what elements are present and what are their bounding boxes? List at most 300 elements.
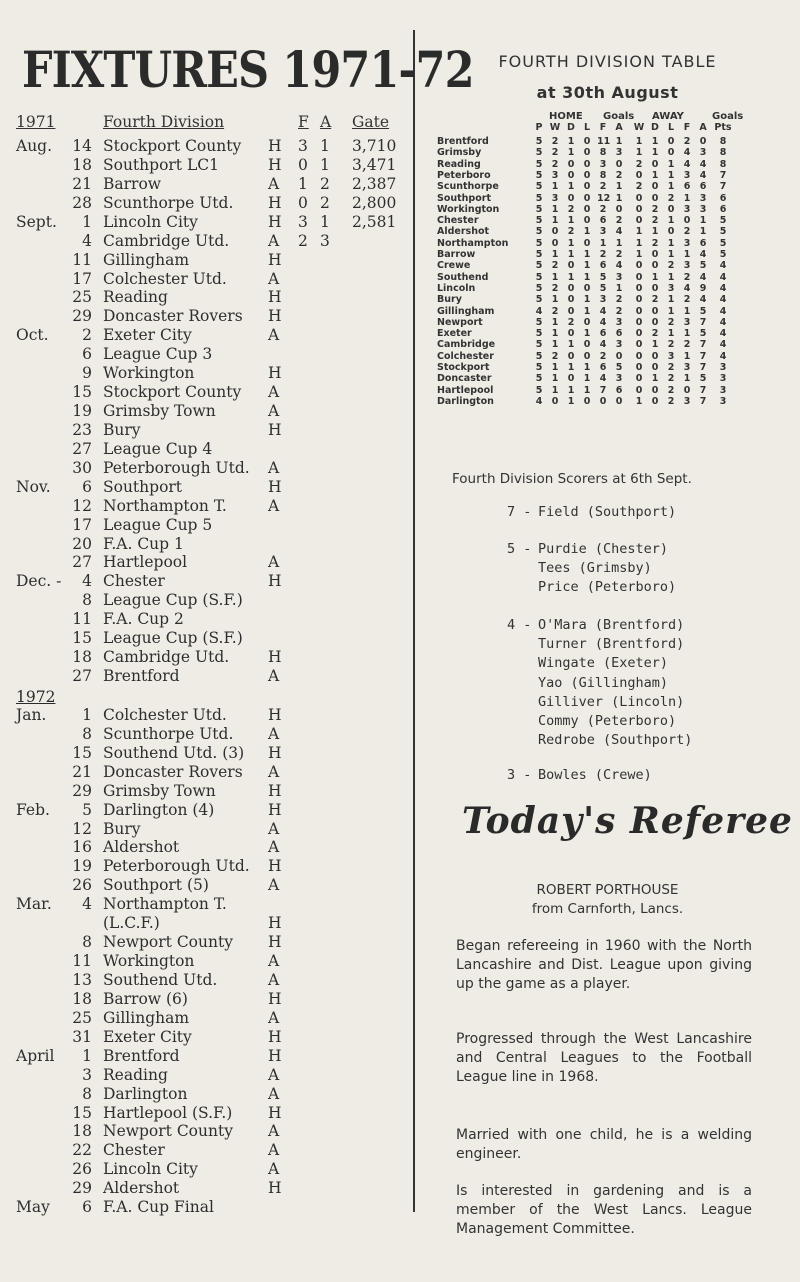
table-cell: 0 [583,181,591,193]
fixture-ha: A [268,838,280,857]
table-cell: 8 [599,169,607,181]
fixture-gate: 3,471 [352,155,397,174]
table-cell: 1 [567,249,575,260]
table-cell: 3 [615,147,623,159]
fixture-a: 3 [320,231,330,250]
table-cell: 5 [719,237,727,249]
fixture-month: Oct. [16,326,49,345]
table-cell: 1 [667,181,675,193]
fixture-opp: Newport County [103,933,233,952]
fixture-day: 18 [72,989,92,1008]
table-cell: 2 [667,339,675,351]
team-name: Workington [437,203,500,215]
table-cell: 0 [635,384,643,396]
table-cell: 2 [615,305,623,317]
table-cell: 1 [699,226,707,238]
referee-paragraph: Progressed through the West Lancashire and Central Leagues to the Football League line in 1968. [456,1031,752,1085]
team-name: Doncaster [437,373,492,385]
fixture-ha: A [268,762,280,781]
table-cell: 0 [635,215,643,227]
fixture-f: 3 [298,212,308,231]
table-cell: 1 [583,226,591,238]
table-cell: 8 [599,147,607,159]
table-cell: 1 [667,328,675,340]
fixture-opp: F.A. Cup 2 [103,610,184,629]
fixture-month: Feb. [16,800,50,819]
fixture-ha: A [268,1122,280,1141]
fixture-ha: H [268,420,282,439]
gate-header: Gate [352,113,390,131]
table-cell: 5 [535,282,543,294]
fixture-opp: Barrow [103,174,162,193]
table-cell: 4 [719,305,727,317]
table-cell: 6 [599,328,607,340]
fixture-ha: A [268,326,280,345]
fixture-opp: Chester [103,572,165,591]
table-cell: 7 [699,362,707,373]
fixture-ha: H [268,933,282,952]
table-cell: 1 [551,181,559,193]
fixture-ha: H [268,743,282,762]
fixture-day: 22 [72,1141,92,1160]
fixture-opp: Workington [103,364,195,383]
table-cell: 4 [683,147,691,159]
fixture-opp: Doncaster Rovers [103,762,243,781]
table-cell: 5 [699,328,707,340]
fixture-opp: Brentford [103,1046,180,1065]
table-cell: 2 [615,294,623,306]
fixture-day: 8 [82,1084,92,1103]
referee-paragraph: Began refereeing in 1960 with the North Lancashire and Dist. League upon giving up the game as a player. [456,938,752,992]
fixture-day: 18 [72,155,92,174]
table-cell: 4 [599,316,607,328]
fixture-opp: Newport County [103,1122,233,1141]
scorer-name: Price (Peterboro) [538,579,677,596]
fixture-month: Jan. [16,705,47,724]
fixture-ha: A [268,952,280,971]
table-cell: 0 [567,328,575,340]
table-cell: 1 [667,215,675,227]
table-cell: 7 [719,169,727,181]
scorer-name: Bowles (Crewe) [538,767,652,783]
fixture-month: Mar. [16,895,52,914]
fixture-ha: H [268,1046,282,1065]
table-cell: 0 [551,395,559,407]
table-col-header: D [651,122,659,133]
table-cell: 3 [699,147,707,159]
fixture-day: 29 [72,1179,92,1198]
table-cell: 6 [719,203,727,215]
table-cell: 2 [683,294,691,306]
team-name: Darlington [437,395,494,407]
team-name: Lincoln [437,282,476,294]
fixture-day: 16 [72,838,92,857]
table-cell: 7 [599,384,607,396]
fixture-a: 1 [320,137,330,155]
home-group-header: HOME [549,111,583,122]
table-cell: 0 [635,169,643,181]
table-cell: 3 [719,395,727,407]
referee-heading: Today's Referee [462,800,793,842]
table-cell: 1 [567,215,575,227]
table-cell: 0 [651,282,659,294]
fixture-day: 6 [82,345,92,364]
table-col-header: A [615,122,623,133]
table-cell: 3 [683,203,691,215]
fixture-opp: League Cup (S.F.) [103,629,243,648]
fixture-ha: A [268,1065,280,1084]
table-cell: 5 [535,203,543,215]
fixture-month: Nov. [16,477,51,496]
team-name: Aldershot [437,226,490,238]
fixture-a: 1 [320,212,330,231]
table-cell: 5 [719,249,727,260]
table-cell: 0 [583,282,591,294]
table-cell: 0 [651,192,659,204]
table-cell: 5 [535,192,543,204]
table-col-header: F [683,122,691,133]
fixture-day: 18 [72,648,92,667]
table-cell: 4 [683,282,691,294]
scorer-name: Turner (Brentford) [538,636,685,653]
table-cell: 1 [551,271,559,283]
table-cell: 5 [535,294,543,306]
table-cell: 0 [683,384,691,396]
table-cell: 0 [667,136,675,147]
table-cell: 6 [599,215,607,227]
away-group-header: AWAY [652,111,684,122]
table-cell: 1 [651,147,659,159]
fixture-ha: H [268,193,282,212]
table-cell: 0 [635,339,643,351]
table-cell: 7 [699,384,707,396]
table-cell: 1 [567,147,575,159]
table-cell: 5 [615,362,623,373]
table-cell: 3 [615,316,623,328]
fixture-f: 2 [298,231,308,250]
table-cell: 3 [699,192,707,204]
table-cell: 3 [551,169,559,181]
table-cell: 6 [699,237,707,249]
table-cell: 4 [719,294,727,306]
table-cell: 3 [699,203,707,215]
fixture-day: 15 [72,743,92,762]
table-cell: 3 [615,373,623,385]
fixture-opp: Darlington [103,1084,188,1103]
table-cell: 3 [599,158,607,170]
fixture-ha: A [268,1008,280,1027]
table-cell: 2 [651,237,659,249]
table-cell: 1 [651,339,659,351]
table-cell: 3 [599,294,607,306]
team-name: Peterboro [437,169,491,181]
table-cell: 0 [615,350,623,362]
fixture-day: 2 [82,326,92,345]
fixture-month: Aug. [16,137,53,155]
fixture-ha: H [268,857,282,876]
fixture-day: 14 [72,137,92,155]
fixture-day: 27 [72,439,92,458]
table-col-header: F [599,122,607,133]
table-cell: 1 [667,294,675,306]
fixture-opp: Chester [103,1141,165,1160]
fixture-ha: A [268,970,280,989]
table-cell: 2 [683,271,691,283]
table-cell: 2 [551,158,559,170]
fixture-day: 25 [72,1008,92,1027]
fixture-ha: A [268,496,280,515]
fixture-day: 8 [82,724,92,743]
fixture-opp: Northampton T. [103,496,227,515]
table-cell: 5 [535,215,543,227]
table-cell: 0 [567,350,575,362]
fixture-opp: F.A. Cup Final [103,1198,214,1217]
table-cell: 2 [551,136,559,147]
fixture-opp: F.A. Cup 1 [103,534,184,553]
table-cell: 1 [683,192,691,204]
fixture-ha: A [268,383,280,402]
fixture-a: 1 [320,155,330,174]
fixture-ha: H [268,212,282,231]
fixture-ha: H [268,155,282,174]
table-cell: 4 [699,271,707,283]
scorers-title: Fourth Division Scorers at 6th Sept. [452,471,692,487]
table-cell: 1 [667,305,675,317]
table-cell: 8 [719,147,727,159]
home-goals-group-header: Goals [603,111,635,122]
fixture-ha: H [268,1103,282,1122]
table-cell: 1 [551,316,559,328]
table-cell: 2 [667,192,675,204]
referee-paragraph: Is interested in gardening and is a member of the West Lancs. League Management Committee. [456,1183,752,1237]
fixture-opp: Southend Utd. [103,970,218,989]
fixture-ha: A [268,458,280,477]
scorer-name: Field (Southport) [538,504,677,520]
table-cell: 5 [719,215,727,227]
table-cell: 0 [651,384,659,396]
table-cell: 1 [667,169,675,181]
scorer-goals: 7 - [507,504,532,520]
fixture-ha: A [268,1084,280,1103]
fixture-opp: Grimsby Town [103,402,216,421]
table-cell: 1 [651,373,659,385]
fixture-ha: A [268,876,280,895]
table-cell: 1 [651,136,659,147]
table-cell: 4 [699,169,707,181]
fixture-day: 30 [72,458,92,477]
table-cell: 5 [535,136,543,147]
table-cell: 1 [683,305,691,317]
table-cell: 4 [719,260,727,272]
table-cell: 1 [599,237,607,249]
against-header: A [320,113,332,131]
scorer-name: O'Mara (Brentford) [538,617,685,633]
fixture-gate: 3,710 [352,137,397,155]
table-cell: 1 [567,395,575,407]
table-cell: 3 [683,395,691,407]
team-name: Scunthorpe [437,181,499,193]
team-name: Grimsby [437,147,482,159]
table-cell: 0 [615,158,623,170]
fixture-day: 27 [72,553,92,572]
table-cell: 4 [719,328,727,340]
table-cell: 0 [583,237,591,249]
table-col-header: P [535,122,543,133]
table-cell: 0 [567,158,575,170]
table-cell: 8 [719,158,727,170]
fixture-month: May [16,1198,50,1217]
fixture-ha: A [268,724,280,743]
for-header: F [298,113,309,131]
table-cell: 0 [651,158,659,170]
table-cell: 0 [583,395,591,407]
fixture-ha: A [268,553,280,572]
table-cell: 2 [567,203,575,215]
table-cell: 1 [635,395,643,407]
fixture-opp: Bury [103,819,141,838]
table-col-header: A [699,122,707,133]
scorer-name: Yao (Gillingham) [538,674,669,691]
table-cell: 0 [651,305,659,317]
table-cell: 6 [683,181,691,193]
table-cell: 6 [599,260,607,272]
fixture-ha: H [268,914,282,933]
fixture-day: 23 [72,420,92,439]
fixture-ha: H [268,1179,282,1198]
table-cell: 0 [667,203,675,215]
table-cell: 0 [635,305,643,317]
fixture-day: 19 [72,402,92,421]
table-cell: 1 [583,362,591,373]
team-name: Cambridge [437,339,496,351]
table-cell: 4 [699,294,707,306]
table-cell: 1 [583,384,591,396]
table-cell: 2 [651,294,659,306]
table-title: FOURTH DIVISION TABLE [498,52,717,71]
team-name: Bury [437,294,462,306]
table-cell: 3 [683,169,691,181]
table-cell: 2 [635,181,643,193]
fixture-opp: League Cup 4 [103,439,213,458]
scorer-name: Gilliver (Lincoln) [538,693,685,710]
table-cell: 1 [615,282,623,294]
fixture-day: 20 [72,534,92,553]
table-cell: 1 [615,181,623,193]
fixture-opp: Peterborough Utd. [103,857,250,876]
table-cell: 1 [683,249,691,260]
fixture-ha: H [268,250,282,269]
fixture-ha: H [268,477,282,496]
table-cell: 5 [599,271,607,283]
table-cell: 5 [535,350,543,362]
table-cell: 0 [567,169,575,181]
fixture-gate: 2,800 [352,193,397,212]
table-cell: 3 [719,362,727,373]
table-cell: 3 [683,237,691,249]
table-cell: 5 [535,260,543,272]
table-cell: 0 [699,136,707,147]
referee-paragraph: Married with one child, he is a welding engineer. [456,1127,752,1162]
fixture-ha: H [268,1027,282,1046]
table-cell: 0 [551,226,559,238]
table-cell: 1 [567,339,575,351]
table-cell: 0 [567,260,575,272]
table-col-header: Pts [714,122,732,133]
fixture-opp: Exeter City [103,1027,192,1046]
fixture-ha: H [268,781,282,800]
table-cell: 4 [719,350,727,362]
table-cell: 4 [719,339,727,351]
fixture-day: 6 [82,477,92,496]
table-cell: 0 [567,192,575,204]
fixture-day: 26 [72,1160,92,1179]
fixture-f: 3 [298,137,308,155]
table-cell: 5 [535,339,543,351]
fixture-opp: Southport [103,477,183,496]
table-cell: 0 [583,169,591,181]
table-cell: 1 [567,362,575,373]
fixture-day: 4 [82,572,92,591]
table-cell: 0 [635,192,643,204]
table-cell: 1 [551,294,559,306]
team-name: Exeter [437,328,472,340]
fixture-opp: Bury [103,420,141,439]
table-col-header: L [583,122,591,133]
table-cell: 1 [567,181,575,193]
scorer-goals: 3 - [507,767,532,783]
table-cell: 1 [667,237,675,249]
table-cell: 3 [683,362,691,373]
table-cell: 1 [635,136,643,147]
fixture-day: 6 [82,1198,92,1217]
fixture-opp: Southport LC1 [103,155,219,174]
fixture-opp: Reading [103,288,168,307]
fixture-ha: A [268,402,280,421]
table-cell: 2 [551,350,559,362]
table-cell: 0 [635,373,643,385]
fixture-opp: Scunthorpe Utd. [103,193,234,212]
table-col-header: W [633,122,645,133]
fixture-day: 15 [72,383,92,402]
fixture-opp: Reading [103,1065,168,1084]
team-name: Northampton [437,237,509,249]
fixture-opp: League Cup 5 [103,515,213,534]
table-cell: 3 [667,282,675,294]
table-cell: 2 [667,260,675,272]
fixture-day: 28 [72,193,92,212]
table-cell: 4 [683,158,691,170]
fixture-day: 15 [72,1103,92,1122]
table-cell: 3 [719,384,727,396]
table-cell: 1 [551,339,559,351]
table-cell: 9 [699,282,707,294]
table-cell: 2 [615,169,623,181]
table-cell: 0 [583,203,591,215]
fixture-ha: A [268,1141,280,1160]
table-cell: 5 [535,169,543,181]
table-cell: 6 [615,384,623,396]
table-cell: 2 [651,203,659,215]
table-cell: 2 [651,215,659,227]
team-name: Southport [437,192,491,204]
table-cell: 3 [683,316,691,328]
table-cell: 0 [567,294,575,306]
fixture-ha: H [268,572,282,591]
fixture-day: 11 [72,952,92,971]
table-cell: 0 [635,203,643,215]
table-cell: 1 [551,362,559,373]
table-cell: 2 [667,373,675,385]
